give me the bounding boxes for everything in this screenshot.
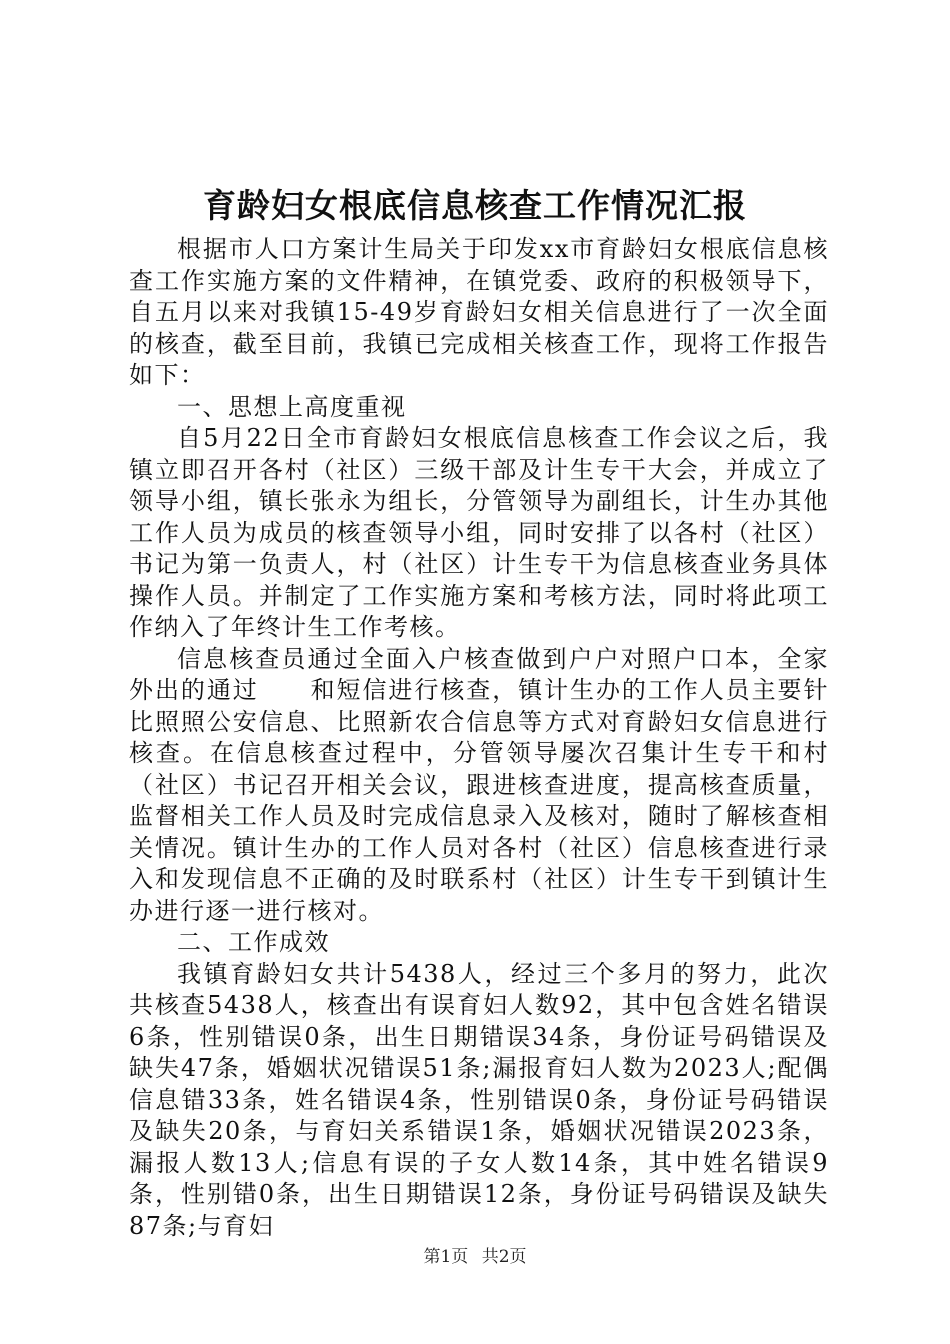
page-total: 共2页 — [481, 1247, 527, 1267]
paragraph-section-2-a: 我镇育龄妇女共计5438人，经过三个多月的努力，此次共核查5438人，核查出有误育妇人数92，其中包含姓名错误6条，性别错误0条，出生日期错误34条，身份证号码错误及缺失47条，婚姻状况错误51条;漏报育妇人数为2023人;配偶信息错33条，姓名错误4条，性别错误0条，身份证号码错误及缺失20条，与育妇关系错误1条，婚姻状况错误2023条，漏报人数13人;信息有误的子女人数14条，其中姓名错误9条，性别错0条，出生日期错误12条，身份证号码错误及缺失87条;与育妇 — [129, 959, 829, 1240]
page-number: 第1页 — [423, 1247, 469, 1267]
document-title: 育龄妇女根底信息核查工作情况汇报 — [203, 186, 747, 225]
document-body — [129, 234, 829, 1242]
paragraph-section-1-a: 自5月22日全市育龄妇女根底信息核查工作会议之后，我镇立即召开各村（社区）三级干部及计生专干大会，并成立了领导小组，镇长张永为组长，分管领导为副组长，计生办其他工作人员为成员的核查领导小组，同时安排了以各村（社区）书记为第一负责人，村（社区）计生专干为信息核查业务具体操作人员。并制定了工作实施方案和考核方法，同时将此项工作纳入了年终计生工作考核。 — [129, 424, 829, 641]
section-heading-1: 一、思想上高度重视 — [177, 392, 407, 421]
paragraph-section-1-b: 信息核查员通过全面入户核查做到户户对照户口本，全家外出的通过 和短信进行核查，镇计生办的工作人员主要针比照照公安信息、比照新农合信息等方式对育龄妇女信息进行核查。在信息核查过程中，分管领导屡次召集计生专干和村（社区）书记召开相关会议，跟进核查进度，提高核查质量，监督相关工作人员及时完成信息录入及核对，随时了解核查相关情况。镇计生办的工作人员对各村（社区）信息核查进行录入和发现信息不正确的及时联系村（社区）计生专干到镇计生办进行逐一进行核对。 — [129, 644, 829, 925]
paragraph-intro: 根据市人口方案计生局关于印发xx市育龄妇女根底信息核查工作实施方案的文件精神，在镇党委、政府的积极领导下，自五月以来对我镇15-49岁育龄妇女相关信息进行了一次全面的核查，截至目前，我镇已完成相关核查工作，现将工作报告如下： — [129, 235, 829, 389]
page-footer — [0, 1245, 950, 1269]
section-heading-2: 二、工作成效 — [177, 928, 330, 956]
